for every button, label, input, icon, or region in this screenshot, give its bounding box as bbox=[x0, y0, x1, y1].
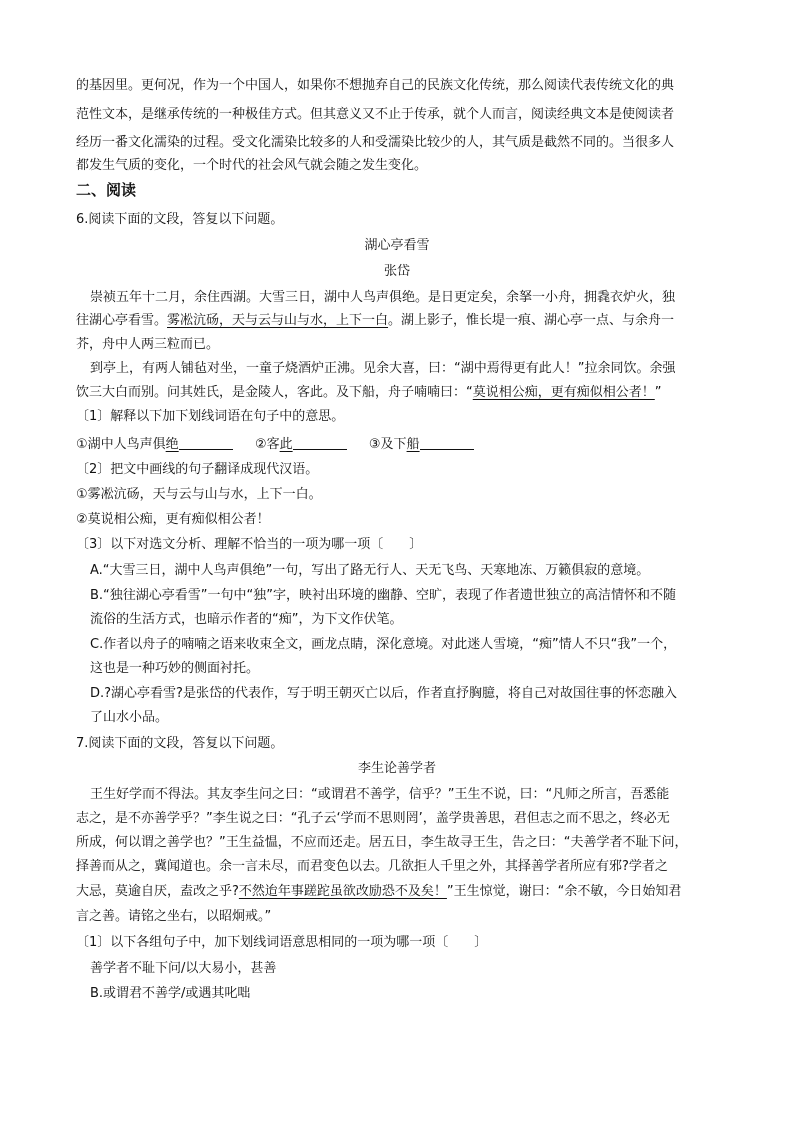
q6-sub1-blank-b[interactable] bbox=[293, 435, 347, 450]
q7-sub1-option-b: B.或谓君不善学/或遇其叱咄 bbox=[90, 986, 251, 1001]
q6-underlined-sentence-2: 莫说相公痴，更有痴似相公者！ bbox=[472, 385, 655, 400]
q7-para-text: 大忌，莫逾自厌，盍改之乎? bbox=[76, 884, 239, 899]
q7-title: 李生论善学者 bbox=[357, 761, 436, 776]
q6-sub1-blank-c[interactable] bbox=[420, 435, 474, 450]
q6-title: 湖心亭看雪 bbox=[364, 238, 430, 253]
q6-sub1-item-a-word: 绝 bbox=[165, 437, 179, 452]
q6-sub1-item-a: ①湖中人鸟声俱 bbox=[76, 437, 166, 452]
q7-prompt: 7.阅读下面的文段，答复以下问题。 bbox=[76, 736, 284, 751]
q6-sub2: 〔2〕把文中画线的句子翻译成现代汉语。 bbox=[76, 462, 319, 477]
q6-option-d-line2: 了山水小品。 bbox=[90, 710, 169, 725]
q6-para2-line1: 到亭上，有两人铺毡对坐，一童子烧酒炉正沸。见余大喜，曰：“湖中焉得更有此人！”拉余同饮。余强 bbox=[90, 361, 676, 376]
intro-line-4: 都发生气质的变化，一个时代的社会风气就会随之发生变化。 bbox=[76, 158, 428, 173]
q7-para-line2: 志之，是不亦善学乎？”李生说之曰：“孔子云‘学而不思则罔’，盖学贵善思，君但志之而不思之，终必无 bbox=[76, 811, 670, 826]
q6-option-c-line1: C.作者以舟子的喃喃之语来收束全文，画龙点睛，深化意境。对此迷人雪境，“痴”情人不只“我”一个， bbox=[90, 637, 677, 652]
q6-para1-line2 bbox=[76, 312, 674, 330]
q6-sub1-item-c-word: 船 bbox=[406, 437, 420, 452]
q6-sub1-items bbox=[76, 435, 474, 454]
q6-para1-text-cont: 。湖上影子，惟长堤一痕、湖心亭一点、与余舟一 bbox=[388, 313, 675, 328]
q7-sub1: 〔1〕以下各组句子中，加下划线词语意思相同的一项为哪一项〔 〕 bbox=[76, 935, 488, 950]
q6-sub1-item-b: ②客 bbox=[254, 437, 280, 452]
q7-underlined-sentence: 不然迨年事蹉跎虽欲改励恐不及矣！ bbox=[238, 884, 447, 899]
q7-para-line5 bbox=[76, 883, 681, 901]
intro-line-2: 范性文本，是继承传统的一种极佳方式。但其意义又不止于传承，就个人而言，阅读经典文本是使阅读者 bbox=[76, 107, 675, 122]
section-heading: 二、阅读 bbox=[76, 181, 137, 199]
q6-sub2-item-b: ②莫说相公痴，更有痴似相公者！ bbox=[76, 512, 270, 527]
q6-prompt: 6.阅读下面的文段，答复以下问题。 bbox=[76, 212, 284, 227]
q6-sub1-item-b-word: 此 bbox=[279, 437, 293, 452]
q6-option-c-line2: 这也是一种巧妙的侧面衬托。 bbox=[90, 661, 260, 676]
q6-sub1-blank-a[interactable] bbox=[179, 435, 233, 450]
intro-line-1: 的基因里。更何况，作为一个中国人，如果你不想抛弃自己的民族文化传统，那么阅读代表传统文化的典 bbox=[76, 78, 675, 93]
q6-para2-text: 饮三大白而别。问其姓氏，是金陵人，客此。及下船，舟子喃喃曰：“ bbox=[76, 385, 473, 400]
q7-para-line6: 言之善。请铭之坐右，以昭炯戒。” bbox=[76, 909, 272, 924]
q6-option-a: A.“大雪三日，湖中人鸟声俱绝”一句，写出了路无行人、天无飞鸟、天寒地冻、万籁俱寂的意境。 bbox=[90, 563, 650, 578]
q6-sub3: 〔3〕以下对选文分析、理解不恰当的一项为哪一项〔 〕 bbox=[76, 537, 423, 552]
intro-line-3: 经历一番文化濡染的过程。受文化濡染比较多的人和受濡染比较少的人，其气质是截然不同的。当很多人 bbox=[76, 135, 675, 150]
q6-option-b-line2: 流俗的生活方式，也暗示作者的“痴”，为下文作伏笔。 bbox=[90, 612, 403, 627]
q6-para1-line1: 崇祯五年十二月，余住西湖。大雪三日，湖中人鸟声俱绝。是日更定矣，余拏一小舟，拥毳衣炉火，独 bbox=[90, 290, 676, 305]
q6-para2-line2 bbox=[76, 384, 662, 402]
q6-sub1: 〔1〕解释以下加下划线词语在句子中的意思。 bbox=[76, 409, 345, 424]
q7-para-text-cont: ”王生惊觉，谢曰：“余不敏，今日始知君 bbox=[446, 884, 682, 899]
q7-sub1-option-a: 善学者不耻下问/以大易小，甚善 bbox=[90, 961, 277, 976]
q6-para1-line3: 芥，舟中人两三粒而已。 bbox=[76, 337, 220, 352]
q6-para2-quote-close: ” bbox=[654, 385, 662, 400]
q6-option-b-line1: B.“独往湖心亭看雪”一句中“独”字，映衬出环境的幽静、空旷，表现了作者遗世独立的高洁情怀和不随 bbox=[90, 588, 676, 603]
q7-para-line1: 王生好学而不得法。其友李生问之曰：“或谓君不善学，信乎？”王生不说，曰：“凡师之所言，吾悉能 bbox=[90, 787, 670, 802]
q6-sub2-item-a: ①雾凇沆砀，天与云与山与水，上下一白。 bbox=[76, 487, 322, 502]
q6-para1-text: 往湖心亭看雪。 bbox=[76, 313, 168, 328]
q7-para-line4: 择善而从之，冀闻道也。余一言未尽，而君变色以去。几欲拒人千里之外，其择善学者所应有邪?学者之 bbox=[76, 859, 668, 874]
q7-para-line3: 所成，何以谓之善学也？”王生益愠，不应而还走。居五日，李生故寻王生，告之曰：“夫善学者不耻下问， bbox=[76, 835, 688, 850]
q6-author: 张岱 bbox=[383, 264, 410, 279]
q6-option-d-line1: D.?湖心亭看雪?是张岱的代表作，写于明王朝灭亡以后，作者直抒胸臆，将自己对故国往事的怀恋融入 bbox=[90, 686, 677, 701]
q6-sub1-item-c: ③及下 bbox=[368, 437, 407, 452]
q6-underlined-sentence-1: 雾凇沆砀，天与云与山与水，上下一白 bbox=[167, 313, 389, 328]
